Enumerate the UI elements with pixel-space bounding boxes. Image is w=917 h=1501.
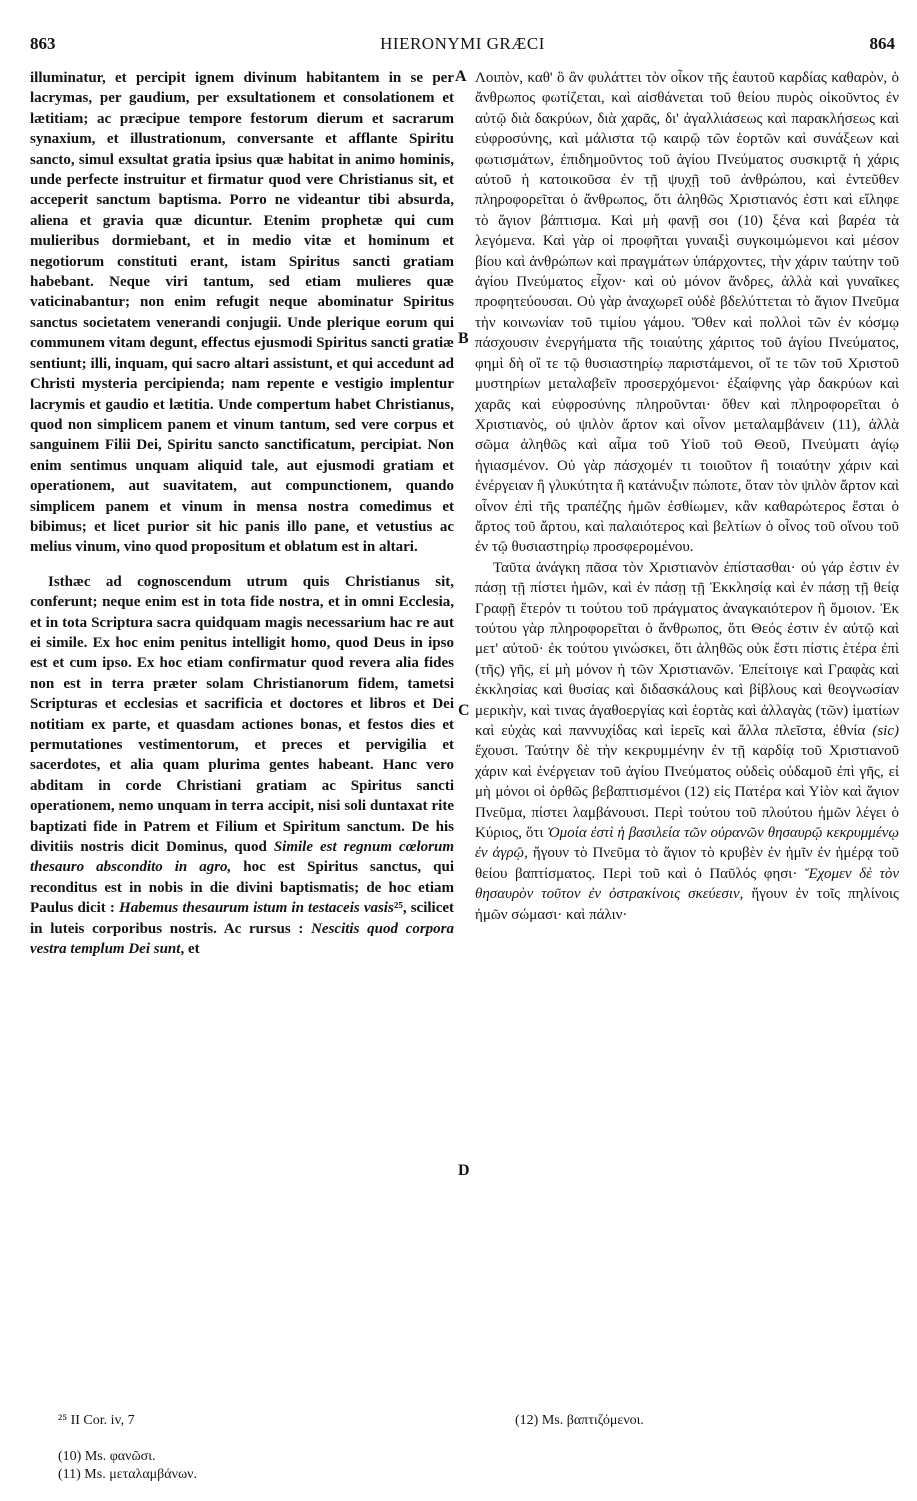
greek-scripture-quote: Ἔχομεν δὲ τὸν θησαυρὸν τοῦτον ἐν ὀστρακίνοις σκεύεσιν, (475, 865, 900, 903)
footnotes-right (515, 1412, 895, 1430)
latin-text: Isthæc ad cognoscendum utrum quis Christianus sit, conferunt; neque enim est in tota fide nostra, et in omni Ecclesia, et in tota Scriptura sacra quidquam magis necessarium hac re aut ei simile. Ex hoc enim penitus intelligit homo, quod Deus in ipso est et cum ipso. Ex hoc etiam confirmatur quod revera alia fides non est in terra præter solam Christianorum fidem, tametsi Scripturas et ecclesias et sacrificia et doctores et libros et Dei notitiam ex parte, et quasdam actiones bonas, et festos dies et permutationes vestimentorum, et preces et pervigilia et sacerdotes, et alia quam plurima gentes habeant. Hanc vero abditam in corde Christiani gratiam ac Spiritus sancti operationem, nemo unquam in terra accipit, nisi soli duntaxat rite baptizati fide in Patrem et Filium et Spiritum sanctum. De his divitiis nostris dicit Dominus, quod (30, 573, 454, 856)
sic-note: (sic) (872, 723, 899, 739)
latin-scripture-quote: Nescitis quod corpora vestra templum Dei sunt (30, 920, 454, 958)
latin-paragraph-1: illuminatur, et percipit ignem divinum habitantem in se per lacrymas, per gaudium, per exsultationem et consolationem et lætitiam; ac præcipue tempore festorum dierum et sacrarum synaxium, et illustrationum, conversante et afflante Spiritu sancto, simul exsultat gratia ipsius quæ habitat in animo hominis, unde perfecte instruitur et firmatur quod vere Christianus sit, et acceperit sanctum baptisma. Porro ne videantur tibi absurda, aliena et gravia quæ dicuntur. Etenim prophetæ qui cum mulieribus dormiebant, et in medio vitæ et hominum et negotiorum constituti erant, istam Spiritus sancti gratiam habebant. Neque viri tantum, sed etiam mulieres quæ vaticinabantur; non enim refugit neque abominatur Spiritus sanctus societatem venerandi conjugii. Unde plerique eorum qui communem vitam degunt, effectus ejusmodi Spiritus sancti gratiæ sentiunt; illi, inquam, qui sacro altari assistunt, et qui accedunt ad Christi mysteria percipienda; nam repente e vestigio implentur lacrymis et gaudio et lætitia. Unde compertum habet Christianus, quod non simplicem panem et vinum tantum, sed vere corpus et sanguinem Filii Dei, Spiritu sancto sanctificatum, percipiat. Non enim sentimus unquam aliquid tale, aut ejusmodi gratiam et operationem, aut suavitatem, aut compunctionem, quando simplicem panem et vinum in mensa nostra comedimus et bibimus; et licet purior sit hic panis illo pane, et vetustius ac melius vinum, vino quod propositum et oblatum est in altari. (30, 70, 454, 556)
footnote-12: (12) Ms. βαπτιζόμενοι. (515, 1413, 644, 1428)
margin-letter-a: A (455, 68, 467, 85)
footnote-reference: ²⁵ (393, 900, 403, 917)
latin-text: hoc est Spiritus sanctus, qui reconditus est in nobis in die divini baptismatis; de hoc etiam Paulus dicit : (30, 859, 454, 917)
latin-paragraph-2 (30, 572, 454, 960)
greek-column (475, 68, 899, 925)
margin-letter-d: D (458, 1162, 470, 1179)
latin-scripture-quote: Habemus thesaurum istum in testaceis vasis (119, 900, 394, 917)
footnote-11: (11) Ms. μεταλαμβάνων. (58, 1467, 198, 1482)
greek-scripture-quote: Ὁμοία ἐστὶ ἡ βασιλεία τῶν οὐρανῶν θησαυρῷ κεκρυμμένῳ ἐν ἀγρῷ, (475, 825, 899, 862)
greek-paragraph-2 (475, 558, 899, 925)
footnote-10: (10) Ms. φανῶσι. (58, 1449, 156, 1464)
greek-text: ἔχουσι. Ταύτην δὲ τὴν κεκρυμμένην ἐν τῇ καρδίᾳ τοῦ Χριστιανοῦ χάριν καὶ ἐνέργειαν τοῦ ἁγίου Πνεύματος οὐδεὶς οὐδαμοῦ ἐπὶ γῆς, εἰ μὴ μόνοι οἱ ὀρθῶς βεβαπτισμένοι (12) εἰς Πατέρα καὶ Υἱὸν καὶ ἅγιον Πνεῦμα, πίστει λαμβάνουσι. Περὶ τούτου τοῦ πλούτου ἡμῶν λέγει ὁ Κύριος, ὅτι (475, 743, 899, 842)
greek-text: Ταῦτα ἀνάγκη πᾶσα τὸν Χριστιανὸν ἐπίστασθαι· οὐ γάρ ἐστιν ἐν πάσῃ τῇ πίστει ἡμῶν, καὶ ἐν πάσῃ τῇ Ἐκκλησίᾳ καὶ ἐν πάσῃ τῇ θείᾳ Γραφῇ ἕτερόν τι τούτου τοῦ πράγματος ἀναγκαιότερον ἢ ὅμοιον. Ἐκ τούτου γὰρ πληροφορεῖται ὁ ἄνθρωπος, ὅτι Θεός ἐστιν ἐν αὐτῷ καὶ μετ' αὐτοῦ· ἐκ τούτου γινώσκει, ὅτι ἀληθῶς οὐκ ἔστι πίστις ἑτέρα ἐπὶ (τῆς) γῆς, εἰ μὴ μόνον ἡ τῶν Χριστιανῶν. Ἐπείτοιγε καὶ Γραφὰς καὶ ἐκκλησίας καὶ θυσίας καὶ διδασκάλους καὶ βίβλους καὶ θεογνωσίαν μερικὴν, καὶ τινας ἀγαθοεργίας καὶ ἑορτὰς καὶ ἀλλαγὰς (τῶν) ἱματίων καὶ εὐχὰς καὶ παννυχίδας καὶ ἱερεῖς καὶ ἄλλα πλεῖστα, ἐθνία (475, 559, 899, 739)
greek-text: ἤγουν τὸ Πνεῦμα τὸ ἅγιον τὸ κρυβὲν ἐν ἡμῖν ἐν ἡμέρᾳ τοῦ θείου βαπτίσματος. Περὶ τοῦ καὶ ὁ Παῦλός φησι· (475, 845, 899, 882)
latin-text: , et (180, 941, 200, 958)
latin-scripture-quote: Simile est regnum cœlorum thesauro abscondito in agro, (30, 839, 454, 876)
greek-text: ἤγουν ἐν τοῖς πηλίνοις ἡμῶν σώμασι· καὶ πάλιν· (475, 886, 899, 923)
footnotes-left (58, 1412, 438, 1484)
page-number-right: 864 (869, 34, 895, 53)
latin-column (30, 68, 454, 959)
page-number-left: 863 (30, 34, 56, 53)
running-header (30, 34, 895, 58)
greek-paragraph-1: Λοιπὸν, καθ' ὃ ἂν φυλάττει τὸν οἶκον τῆς ἑαυτοῦ καρδίας καθαρὸν, ὁ ἄνθρωπος φωτίζεται, καὶ αἰσθάνεται τοῦ θείου πυρὸς οἰκοῦντος ἐν αὐτῷ διὰ δακρύων, διὰ χαρᾶς, δι' ἀγαλλιάσεως καὶ παρακλήσεως καὶ εὐφροσύνης, καὶ μάλιστα τῷ καιρῷ τῶν ἑορτῶν καὶ συνάξεων καὶ φωτισμάτων, ἐπιδημοῦντος τοῦ ἁγίου Πνεύματος συσκιρτᾷ ἡ χάρις αὐτοῦ ἡ κατοικοῦσα ἐν τῇ ψυχῇ τοῦ ἀνθρώπου, καὶ ἐντεῦθεν πληροφορεῖται ὁ ἄνθρωπος, ὅτι ἀληθῶς Χριστιανός ἐστι καὶ εἴληφε τὸ ἅγιον βάπτισμα. Καὶ μὴ φανῇ σοι (10) ξένα καὶ βαρέα τὰ λεγόμενα. Καὶ γὰρ οἱ προφῆται γυναιξὶ συγκοιμώμενοι καὶ μέσον βίου καὶ ἀνθρώπων καὶ πραγμάτων ὑπάρχοντες, τὴν χάριν ταύτην τοῦ ἁγίου Πνεύματος εἶχον· καὶ οὐ μόνον ἄνδρες, ἀλλὰ καὶ γυναῖκες προφητεύουσαι. Οὐ γὰρ ἀναχωρεῖ οὐδὲ βδελύττεται τὸ ἅγιον Πνεῦμα τὴν κοινωνίαν τοῦ τιμίου γάμου. Ὅθεν καὶ πολλοὶ τῶν ἐν κόσμῳ πάσχουσιν ἐνεργήματα τῆς τοιαύτης χάριτος τοῦ ἁγίου Πνεύματος, φημὶ δὴ οἵ τε τῷ θυσιαστηρίῳ παριστάμενοι, οἵ τε τῶν τοῦ Χριστοῦ μυστηρίων μεταλαβεῖν προσερχόμενοι· ἐξαίφνης γὰρ δακρύων καὶ χαρᾶς καὶ εὐφροσύνης πληροῦνται· ὅθεν καὶ πληροφορεῖται ὁ Χριστιανὸς, οὐ ψιλὸν ἄρτον καὶ οἶνον μεταλαμβάνειν (11), ἀλλὰ σῶμα ἀληθῶς καὶ αἷμα τοῦ Υἱοῦ τοῦ Θεοῦ, Πνεύματι ἁγίῳ ἡγιασμένον. Οὐ γὰρ πάσχομέν τι τοιοῦτον ἢ τοιαύτην χάριν καὶ ἐνέργειαν ἢ γλυκύτητα ἢ κατάνυξιν πώποτε, ὅταν τὸν ψιλὸν ἄρτον καὶ οἶνον ἐπὶ τῆς τραπέζης ἡμῶν ἐσθίωμεν, κἂν καθαρώτερος ἔσται ὁ ἄρτος τοῦ ἄρτου, καὶ παλαιότερος καὶ βελτίων ὁ οἶνος τοῦ οἴνου τοῦ ἐν τῷ θυσιαστηρίῳ προσφερομένου. (475, 70, 899, 556)
running-title: HIERONYMI GRÆCI (380, 34, 545, 53)
scripture-footnote: ²⁵ II Cor. iv, 7 (58, 1413, 135, 1428)
margin-letter-b: B (458, 330, 469, 347)
latin-text: , scilicet in luteis corporibus nostris. Ac rursus : (30, 900, 455, 937)
margin-letter-c: C (458, 702, 470, 719)
